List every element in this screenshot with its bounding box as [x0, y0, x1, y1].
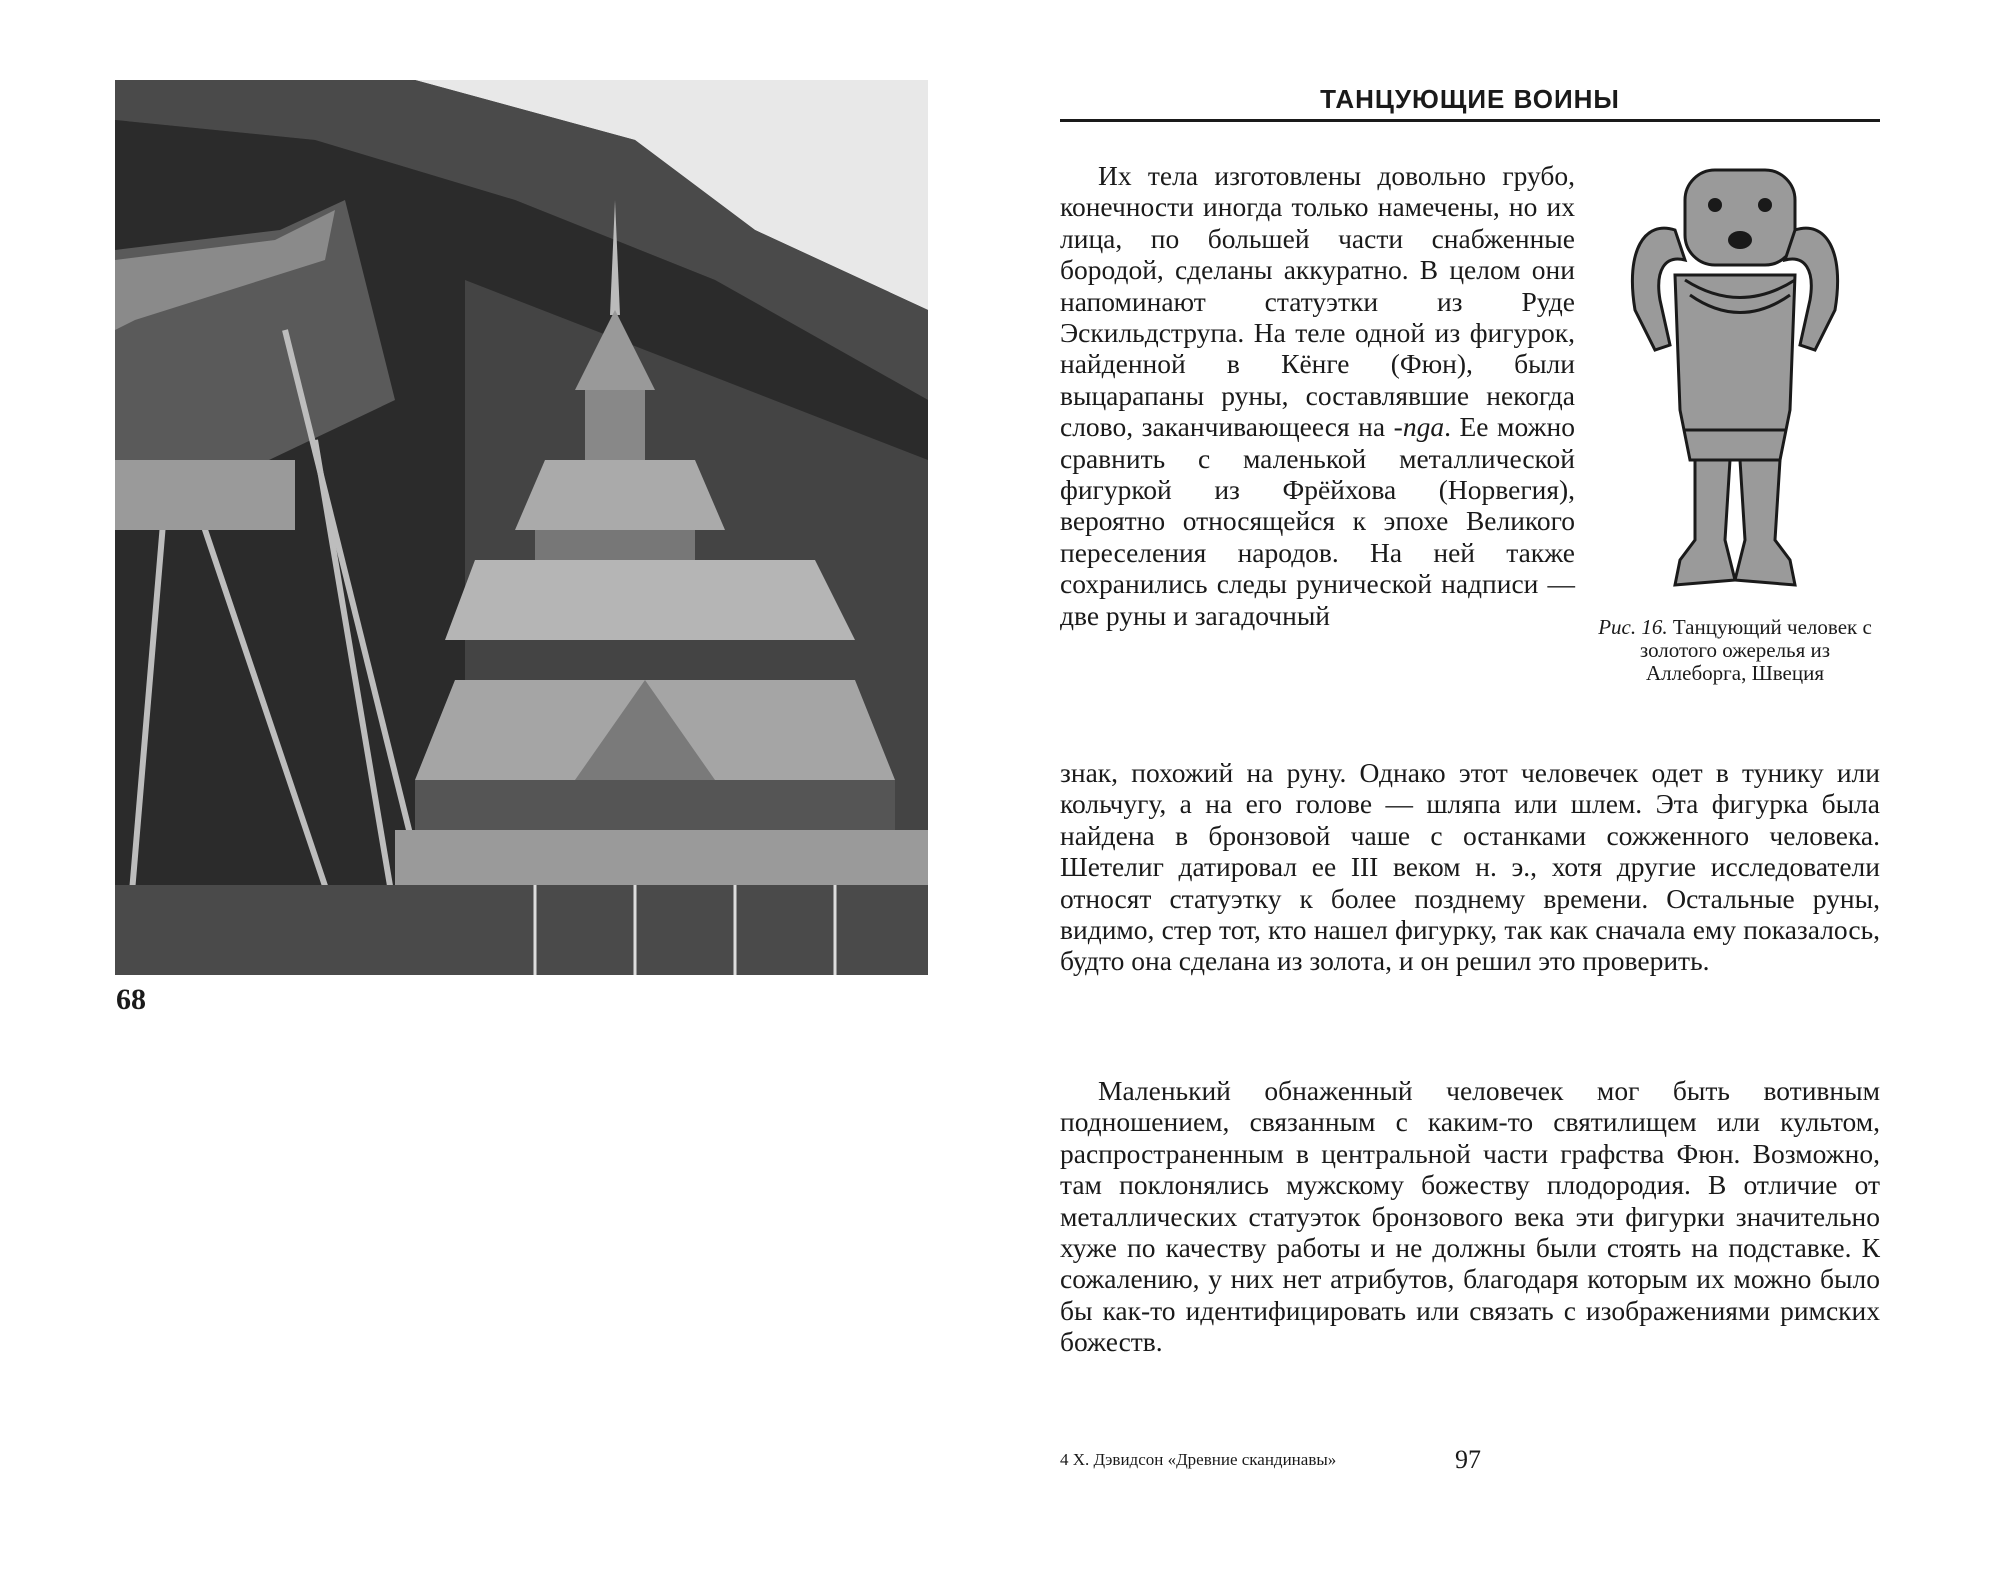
- paragraph-2: Маленький обнаженный человечек мог быть вотивным подношением, связанным с каким-то святилищем или культом, распространенным в центральной части графства Фюн. Возможно, там поклонялись мужскому божеству плодородия. В отличие от металлических статуэток бронзового века эти фигурки значительно хуже по качеству работы и не должны были стоять на подставке. К сожалению, у них нет атрибутов, благодаря которым их можно было бы как-то идентифицировать или связать с изображениями римских божеств.: [1060, 1075, 1880, 1358]
- paragraph-1-part-b: . Ее можно сравнить с маленькой металлической фигуркой из Фрёйхова (Норвегия), вероятно относящейся к эпохе Великого переселения народов. На ней также сохранились следы рунической надписи — две руны и загадочный: [1060, 411, 1575, 631]
- figure-caption: [1590, 616, 1880, 685]
- figure-16: [1590, 160, 1880, 685]
- paragraph-1-wide: знак, похожий на руну. Однако этот человечек одет в тунику или кольчугу, а на его голове — шляпа или шлем. Эта фигурка была найдена в бронзовой чаше с останками сожженного человека. Шетелиг датировал ее III веком н. э., хотя другие исследователи относят статуэтку к более позднему времени. Остальные руны, видимо, стер тот, кто нашел фигурку, так как сначала ему показалось, будто она сделана из золота, и он решил это проверить.: [1060, 757, 1880, 977]
- footer-signature: 4 Х. Дэвидсон «Древние скандинавы»: [1060, 1450, 1337, 1469]
- stave-church-illustration: [115, 80, 928, 975]
- figure-caption-label: Рис. 16.: [1598, 615, 1668, 639]
- left-page-number: 68: [116, 983, 146, 1016]
- right-page-number: 97: [1455, 1445, 1481, 1474]
- paragraph-1-narrow: [1060, 160, 1575, 631]
- figure-caption-text: Танцующий человек с золотого ожерелья из Аллеборга, Швеция: [1639, 615, 1872, 685]
- header-rule: [1060, 119, 1880, 122]
- paragraph-1-part-a: Их тела изготовлены довольно грубо, конечности иногда только намечены, но их лица, по большей части снабженные бородой, сделаны аккуратно. В целом они напоминают статуэтки из Руде Эскильдструпа. На теле одной из фигурок, найденной в Кёнге (Фюн), были выцарапаны руны, составлявшие некогда слово, заканчивающееся на: [1060, 160, 1575, 443]
- rune-ending: -nga: [1393, 411, 1445, 443]
- dancing-man-figure: [1615, 160, 1855, 600]
- stave-church-photo: [115, 80, 928, 975]
- running-head: ТАНЦУЮЩИЕ ВОИНЫ: [1320, 84, 1620, 114]
